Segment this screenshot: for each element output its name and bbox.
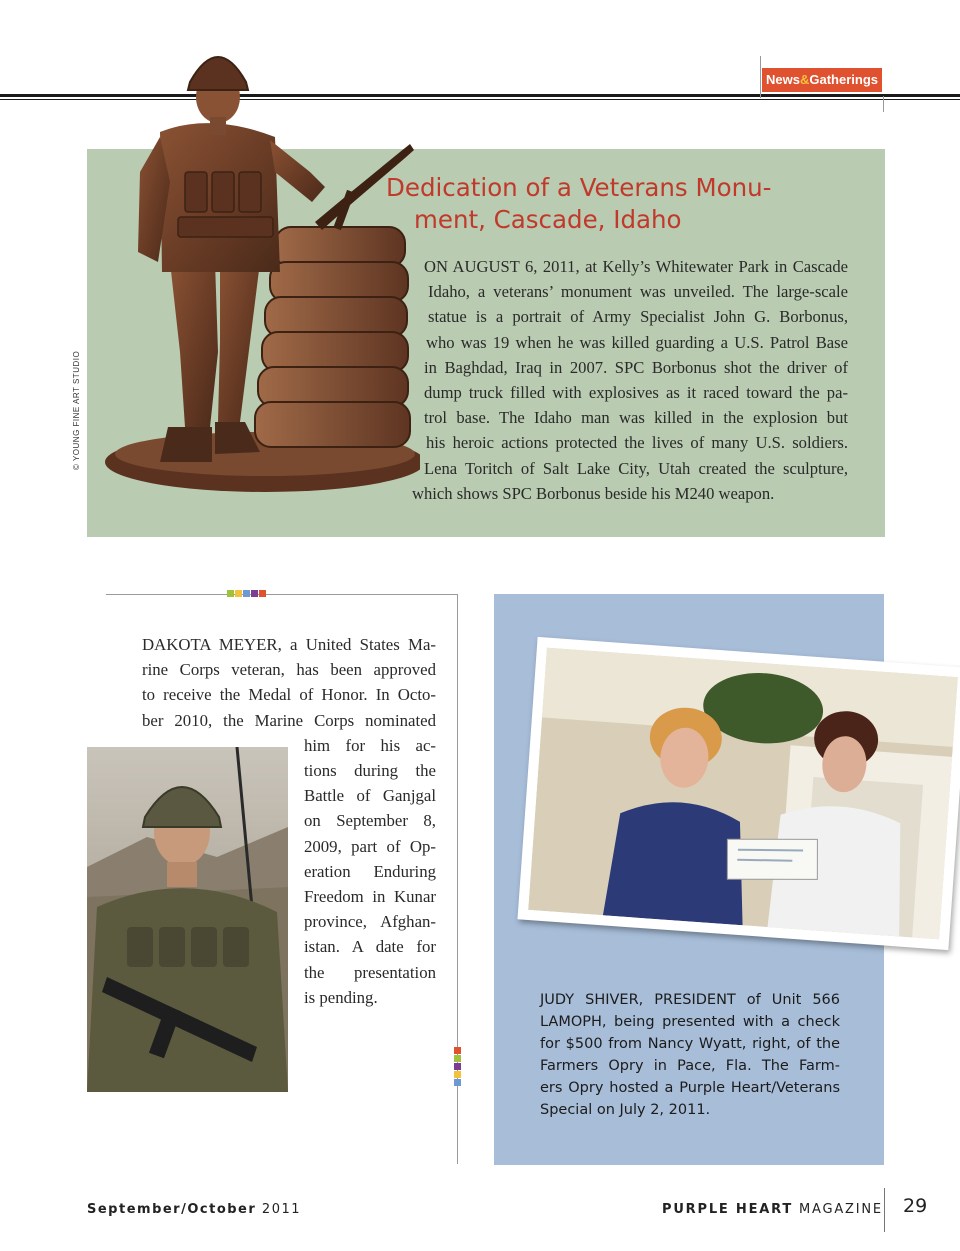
body-line: his heroic actions protected the lives of many U.S. soldiers. xyxy=(426,433,848,453)
statue-photo xyxy=(100,22,420,502)
body-line: rine Corps veteran, has been approved xyxy=(142,660,436,680)
monument-article-title xyxy=(386,172,826,236)
decor-square xyxy=(227,590,234,597)
body-line: istan. A date for xyxy=(304,937,436,957)
body-line: him for his ac- xyxy=(304,735,436,755)
photo-credit: © YOUNG FINE ART STUDIO xyxy=(72,350,81,470)
footer-month: September/October xyxy=(87,1202,257,1217)
body-line: ON AUGUST 6, 2011, at Kelly’s Whitewater Park in Cascade xyxy=(424,257,848,276)
footer-magazine-light: MAGAZINE xyxy=(798,1202,883,1217)
body-line: province, Afghan- xyxy=(304,912,436,932)
body-line: in Baghdad, Iraq in 2007. SPC Borbonus shot the driver of xyxy=(424,357,848,377)
decor-square xyxy=(243,590,250,597)
section-tag xyxy=(762,68,882,92)
body-line: on September 8, xyxy=(304,811,436,831)
footer-magazine-bold: PURPLE HEART xyxy=(662,1202,794,1217)
title-line: Dedication of a Veterans Monu- xyxy=(386,173,772,202)
footer-divider xyxy=(884,1188,885,1232)
body-line: the presentation xyxy=(304,962,436,982)
body-line: ber 2010, the Marine Corps nominated xyxy=(142,710,436,730)
check-presentation-photo xyxy=(528,648,958,940)
decor-square xyxy=(259,590,266,597)
decor-square xyxy=(454,1079,461,1086)
body-line: which shows SPC Borbonus beside his M240 weapon. xyxy=(412,483,775,503)
body-line: tions during the xyxy=(304,761,436,781)
body-line: who was 19 when he was killed guarding a U.S. Patrol Base xyxy=(426,332,848,352)
decor-square xyxy=(454,1055,461,1062)
caption-line: Special on July 2, 2011. xyxy=(540,1102,711,1118)
footer-year: 2011 xyxy=(261,1202,302,1217)
caption-line: ers Opry hosted a Purple Heart/Veterans xyxy=(540,1080,840,1096)
body-line: trol base. The Idaho man was killed in the explosion but xyxy=(424,408,848,428)
body-line: Idaho, a veterans’ monument was unveiled. The large-scale xyxy=(428,282,848,302)
meyer-top-rule xyxy=(106,594,457,595)
caption-line: JUDY SHIVER, PRESIDENT of Unit 566 xyxy=(540,992,840,1008)
marine-portrait-photo xyxy=(87,747,288,1092)
section-gatherings: Gatherings xyxy=(809,72,878,87)
body-line: is pending. xyxy=(304,987,378,1007)
body-line: Freedom in Kunar xyxy=(304,887,436,907)
body-line: 2009, part of Op- xyxy=(304,836,436,856)
footer-issue-date xyxy=(87,1202,301,1217)
decor-square xyxy=(454,1063,461,1070)
body-line: eration Enduring xyxy=(304,861,436,881)
decor-square xyxy=(454,1047,461,1054)
footer-magazine-name xyxy=(662,1202,883,1217)
body-line: Lena Toritch of Salt Lake City, Utah created the sculpture, xyxy=(424,458,848,478)
check-photo-frame xyxy=(517,637,960,950)
decor-square xyxy=(454,1071,461,1078)
body-line: Battle of Ganjgal xyxy=(304,786,436,806)
section-ampersand: & xyxy=(799,72,810,87)
body-line: dump truck filled with explosives as it raced toward the pa- xyxy=(424,383,848,403)
title-line: ment, Cascade, Idaho xyxy=(414,205,682,234)
check-photo-caption xyxy=(540,989,840,1121)
caption-line: LAMOPH, being presented with a check xyxy=(540,1014,840,1030)
header-tick xyxy=(760,56,761,98)
page-number: 29 xyxy=(903,1195,928,1217)
body-line: statue is a portrait of Army Specialist John G. Borbonus, xyxy=(428,307,848,327)
header-tick-lower xyxy=(883,96,884,112)
decor-square xyxy=(251,590,258,597)
section-news: News xyxy=(766,72,800,87)
caption-line: Farmers Opry in Pace, Fla. The Farm- xyxy=(540,1058,840,1074)
decor-square xyxy=(235,590,242,597)
body-line: DAKOTA MEYER, a United States Ma- xyxy=(142,635,436,654)
caption-line: for $500 from Nancy Wyatt, right, of the xyxy=(540,1036,840,1052)
monument-article-body xyxy=(412,254,848,506)
body-line: to receive the Medal of Honor. In Octo- xyxy=(142,685,436,705)
